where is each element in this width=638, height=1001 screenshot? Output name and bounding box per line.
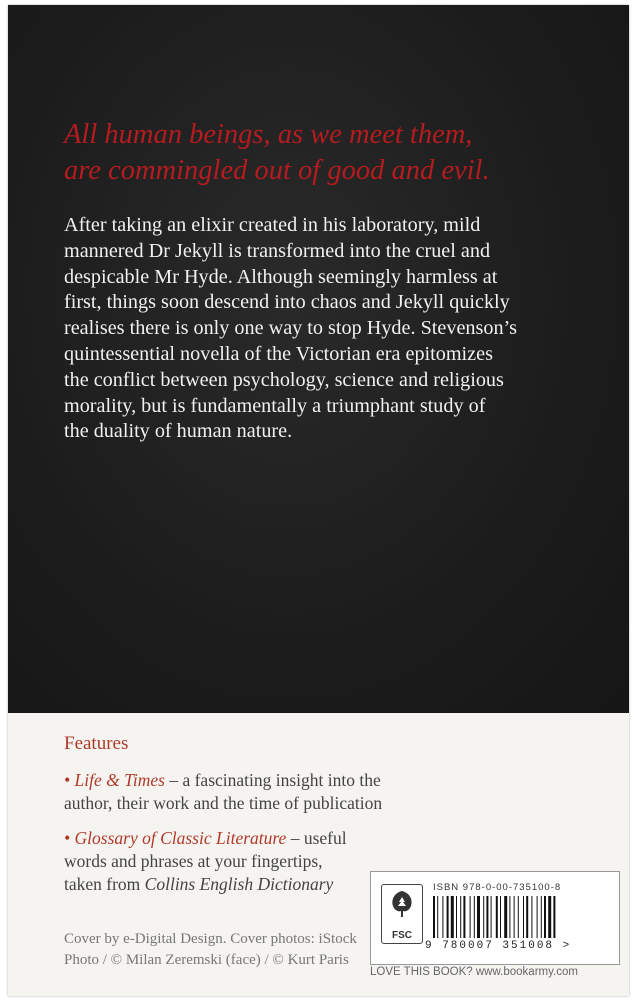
feature-item <box>64 769 394 815</box>
blurb-line: despicable Mr Hyde. Although seemingly harmless at <box>64 265 498 288</box>
credits-line: Cover by e-Digital Design. Cover photos: iStock <box>64 931 357 947</box>
blurb-line: quintessential novella of the Victorian era epitomizes <box>64 342 493 365</box>
pull-quote <box>64 117 604 189</box>
fsc-label: FSC <box>392 930 412 941</box>
source-title: Collins English Dictionary <box>144 874 334 894</box>
blurb-line: realises there is only one way to stop Hyde. Stevenson’s <box>64 317 518 340</box>
feature-line: words and phrases at your fingertips, <box>64 851 323 871</box>
quote-line: All human beings, as we meet them, <box>64 119 473 150</box>
features-heading: Features <box>64 733 129 754</box>
isbn-text: ISBN 978-0-00-735100-8 <box>433 882 562 893</box>
feature-name: Life & Times <box>74 770 165 790</box>
feature-text: – useful <box>286 828 347 848</box>
dark-panel <box>8 5 629 713</box>
blurb-line: mannered Dr Jekyll is transformed into the cruel and <box>64 239 491 262</box>
ean-digits: 9 780007 351008 > <box>425 940 572 952</box>
feature-item <box>64 827 394 896</box>
feature-line <box>64 827 394 850</box>
website-text: LOVE THIS BOOK? www.bookarmy.com <box>370 966 578 978</box>
blurb-line: the duality of human nature. <box>64 420 293 443</box>
cover-credits <box>64 929 384 971</box>
feature-name: Glossary of Classic Literature <box>74 828 287 848</box>
bullet: • <box>64 770 71 790</box>
blurb-text <box>64 213 584 445</box>
feature-text: taken from <box>64 874 145 894</box>
tree-icon <box>388 889 416 919</box>
feature-text: – a fascinating insight into the <box>164 770 381 790</box>
blurb-line: first, things soon descend into chaos and Jekyll quickly <box>64 291 510 314</box>
fsc-logo <box>381 884 423 944</box>
barcode-panel <box>370 871 620 965</box>
feature-line <box>64 873 394 896</box>
feature-line <box>64 769 394 792</box>
feature-line: author, their work and the time of publication <box>64 793 383 813</box>
blurb-line: After taking an elixir created in his laboratory, mild <box>64 214 481 236</box>
blurb-line: the conflict between psychology, science and religious <box>64 368 504 391</box>
bullet: • <box>64 828 71 848</box>
blurb-line: morality, but is fundamentally a triumphant study of <box>64 394 486 417</box>
quote-line: are commingled out of good and evil. <box>64 155 490 186</box>
barcode-bars <box>431 896 611 940</box>
credits-line: Photo / © Milan Zeremski (face) / © Kurt Paris <box>64 952 349 968</box>
book-back-cover <box>8 5 629 996</box>
